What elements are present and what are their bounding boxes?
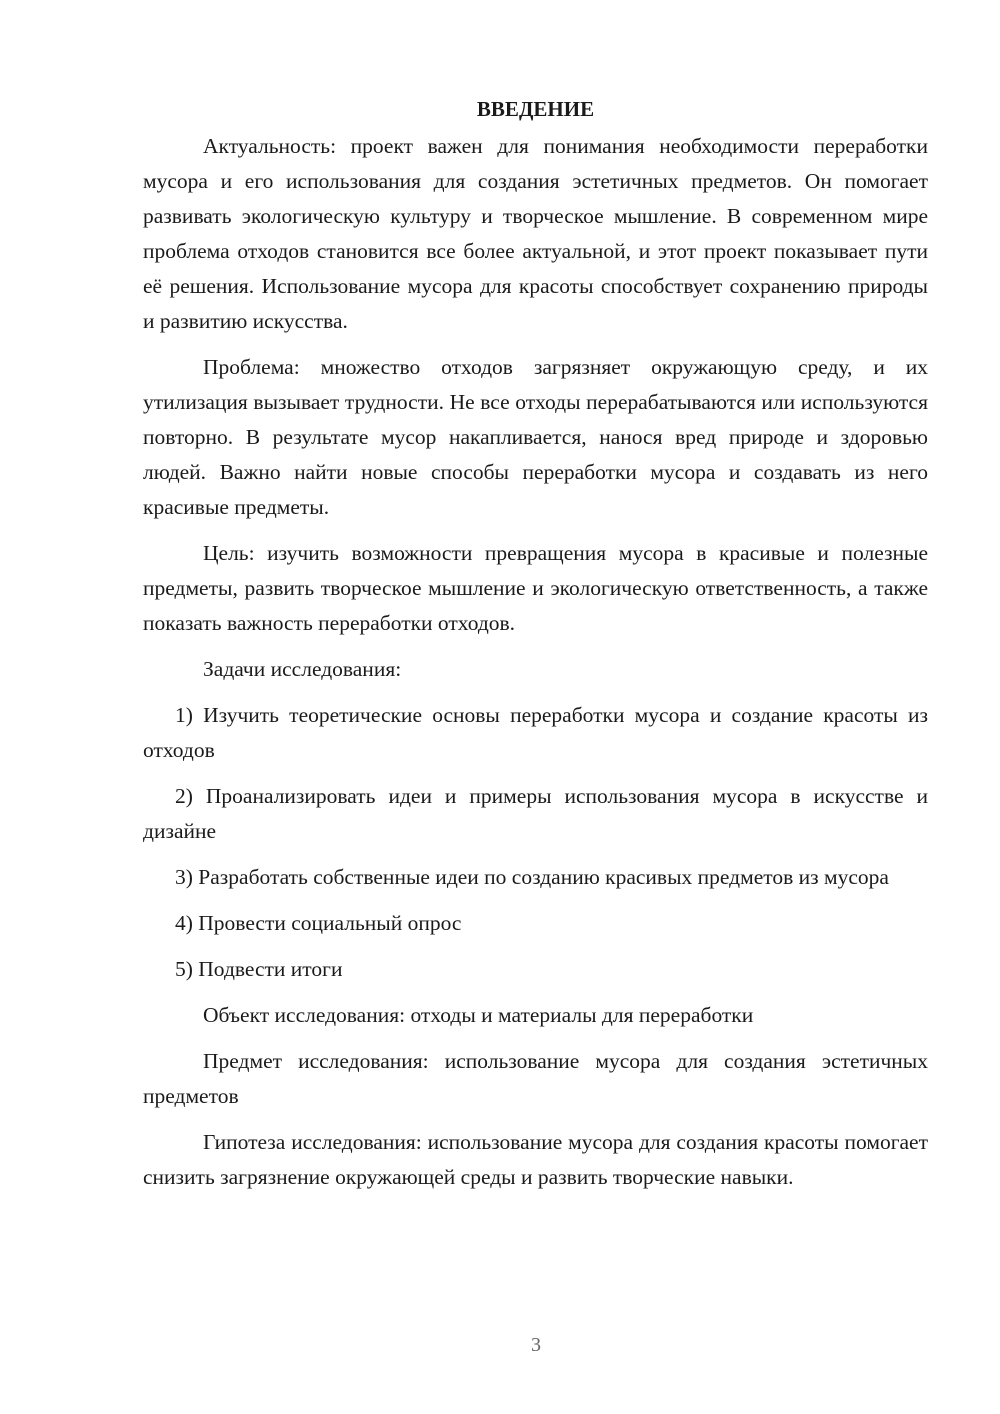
page-number: 3	[531, 1334, 541, 1356]
task-item: 1) Изучить теоретические основы переработки мусора и создание красоты из отходов	[143, 703, 928, 762]
relevance-paragraph: Актуальность: проект важен для понимания необходимости переработки мусора и его использования для создания эстетичных предметов. Он помогает развивать экологическую культуру и творческое мышление. В современном мире проблема отходов становится все более актуальной, и этот проект показывает пути её решения. Использование мусора для красоты способствует сохранению природы и развитию искусства.	[143, 134, 928, 333]
hypothesis-paragraph: Гипотеза исследования: использование мусора для создания красоты помогает снизить загрязнение окружающей среды и развить творческие навыки.	[143, 1130, 928, 1189]
problem-paragraph: Проблема: множество отходов загрязняет окружающую среду, и их утилизация вызывает трудности. Не все отходы перерабатываются или используются повторно. В результате мусор накапливается, нанося вред природе и здоровью людей. Важно найти новые способы переработки мусора и создавать из него красивые предметы.	[143, 355, 928, 519]
page-title: ВВЕДЕНИЕ	[476, 97, 595, 121]
object-paragraph: Объект исследования: отходы и материалы для переработки	[203, 1003, 754, 1027]
task-item: 2) Проанализировать идеи и примеры использования мусора в искусстве и дизайне	[143, 784, 928, 843]
task-item: 5) Подвести итоги	[175, 957, 343, 981]
goal-paragraph: Цель: изучить возможности превращения мусора в красивые и полезные предметы, развить творческое мышление и экологическую ответственность, а также показать важность переработки отходов.	[143, 541, 928, 635]
subject-paragraph: Предмет исследования: использование мусора для создания эстетичных предметов	[143, 1049, 928, 1108]
task-item: 3) Разработать собственные идеи по созданию красивых предметов из мусора	[175, 865, 889, 889]
tasks-heading: Задачи исследования:	[203, 657, 402, 681]
document-page	[143, 92, 928, 1206]
task-item: 4) Провести социальный опрос	[175, 911, 462, 935]
